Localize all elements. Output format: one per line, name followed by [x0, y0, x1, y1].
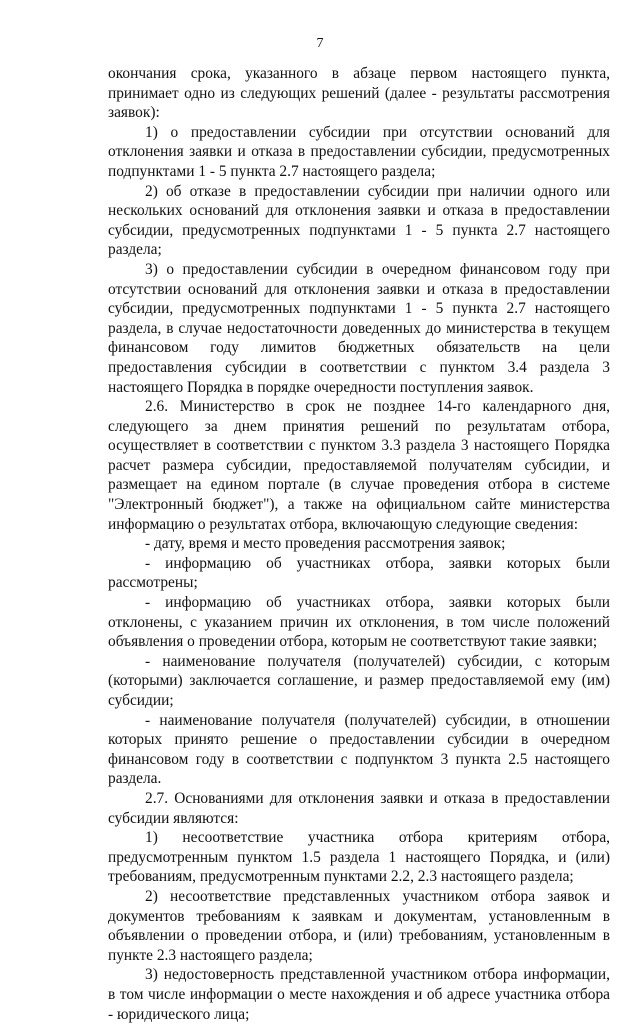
paragraph: 3) недостоверность представленной участником отбора информации, в том числе информации о месте нахождения и об адресе участника отбора - юридического лица; — [108, 966, 610, 1023]
page-number: 7 — [316, 36, 324, 51]
paragraph: 2) об отказе в предоставлении субсидии при наличии одного или нескольких оснований для отклонения заявки и отказа в предоставлении субсидии, предусмотренных подпунктами 1 - 5 пункта 2.7 настоящего раздела; — [108, 182, 610, 259]
paragraph: 2.6. Министерство в срок не позднее 14-го календарного дня, следующего за днем принятия решений по результатам отбора, осуществляет в соответствии с пунктом 3.3 раздела 3 настоящего Порядка расчет размера субсидии, предоставляемой получателям субсидии, и размещает на едином портале (в случае проведения отбора в системе "Электронный бюджет"), а также на официальном сайте министерства информацию о результатах отбора, включающую следующие сведения: — [108, 398, 610, 533]
paragraph: - информацию об участниках отбора, заявки которых были рассмотрены; — [108, 554, 610, 592]
document-body — [108, 64, 610, 1024]
paragraph: 1) несоответствие участника отбора критериям отбора, предусмотренным пунктом 1.5 раздела 1 настоящего Порядка, и (или) требованиям, предусмотренным пунктами 2.2, 2.3 настоящего раздела; — [108, 829, 610, 886]
paragraph: - наименование получателя (получателей) субсидии, с которым (которыми) заключается соглашение, и размер предоставляемой ему (им) субсидии; — [108, 652, 610, 709]
paragraph: 2) несоответствие представленных участником отбора заявок и документов требованиям к заявкам и документам, установленным в объявлении о проведении отбора, и (или) требованиям, установленным в пункте 2.3 настоящего раздела; — [108, 887, 610, 964]
paragraph: окончания срока, указанного в абзаце первом настоящего пункта, принимает одно из следующих решений (далее - результаты рассмотрения заявок): — [108, 65, 610, 122]
paragraph: 1) о предоставлении субсидии при отсутствии оснований для отклонения заявки и отказа в предоставлении субсидии, предусмотренных подпунктами 1 - 5 пункта 2.7 настоящего раздела; — [108, 123, 610, 180]
paragraph: - наименование получателя (получателей) субсидии, в отношении которых принято решение о предоставлении субсидии в очередном финансовом году в соответствии с подпунктом 3 пункта 2.5 настоящего раздела. — [108, 711, 610, 788]
paragraph: - информацию об участниках отбора, заявки которых были отклонены, с указанием причин их отклонения, в том числе положений объявления о проведении отбора, которым не соответствуют такие заявки; — [108, 594, 610, 651]
paragraph: 3) о предоставлении субсидии в очередном финансовом году при отсутствии оснований для отклонения заявки и отказа в предоставлении субсидии, предусмотренных подпунктами 1 - 5 пункта 2.7 настоящего раздела, в случае недостаточности доведенных до министерства в текущем финансовом году лимитов бюджетных обязательств на цели предоставления субсидии в соответствии с пунктом 3.4 раздела 3 настоящего Порядка в порядке очередности поступления заявок. — [108, 260, 610, 396]
paragraph: - дату, время и место проведения рассмотрения заявок; — [145, 535, 506, 553]
paragraph: 2.7. Основаниями для отклонения заявки и отказа в предоставлении субсидии являются: — [108, 789, 610, 827]
